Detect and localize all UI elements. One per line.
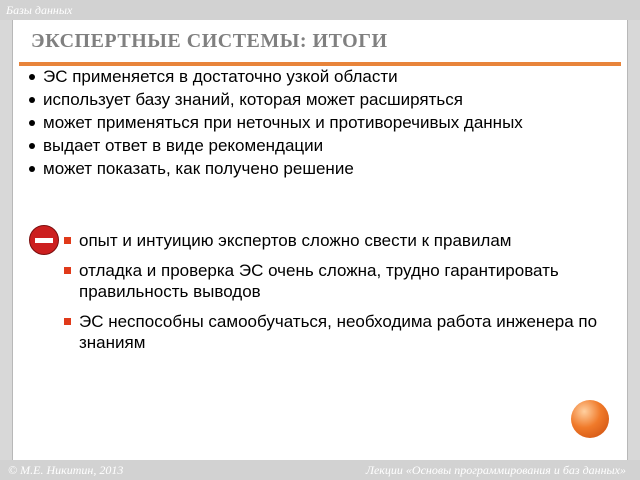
cons-item-text: ЭС неспособны самообучаться, необходима работа инженера по знаниям	[79, 312, 598, 352]
pros-item-text: использует базу знаний, которая может расширяться	[43, 90, 463, 109]
slide-content	[12, 20, 628, 460]
pros-item-text: может показать, как получено решение	[43, 159, 354, 178]
pros-item	[29, 67, 609, 87]
slide-number: 41	[534, 26, 547, 38]
footer-author: © М.Е. Никитин, 2013	[8, 463, 124, 477]
bullet-dot-icon	[29, 143, 35, 149]
bullet-dot-icon	[29, 120, 35, 126]
cons-item	[63, 260, 623, 302]
header-band	[0, 0, 640, 20]
pros-list	[29, 64, 609, 179]
footer-band	[0, 460, 640, 480]
cons-item	[63, 311, 623, 353]
bullet-dot-icon	[29, 97, 35, 103]
square-bullet-icon	[64, 237, 71, 244]
pros-item-text: ЭС применяется в достаточно узкой области	[43, 67, 398, 86]
no-entry-bar	[35, 238, 53, 243]
bullet-dot-icon	[29, 74, 35, 80]
cons-item	[63, 230, 623, 251]
square-bullet-icon	[64, 318, 71, 325]
pros-item	[29, 113, 609, 133]
orange-ball-icon	[571, 400, 609, 438]
cons-item-text: отладка и проверка ЭС очень сложна, трудно гарантировать правильность выводов	[79, 261, 559, 301]
cons-item-text: опыт и интуицию экспертов сложно свести к правилам	[79, 231, 512, 250]
pros-item	[29, 90, 609, 110]
cons-list	[63, 230, 623, 362]
no-entry-icon	[29, 225, 59, 255]
square-bullet-icon	[64, 267, 71, 274]
course-label: Базы данных	[6, 3, 73, 17]
pros-item	[29, 136, 609, 156]
pros-item-text: выдает ответ в виде рекомендации	[43, 136, 324, 155]
pros-item	[29, 159, 609, 179]
slide-title: ЭКСПЕРТНЫЕ СИСТЕМЫ: ИТОГИ	[31, 30, 388, 52]
pros-item-text: может применяться при неточных и противоречивых данных	[43, 113, 523, 132]
footer-course: Лекции «Основы программирования и баз данных»	[365, 463, 626, 477]
bullet-dot-icon	[29, 166, 35, 172]
